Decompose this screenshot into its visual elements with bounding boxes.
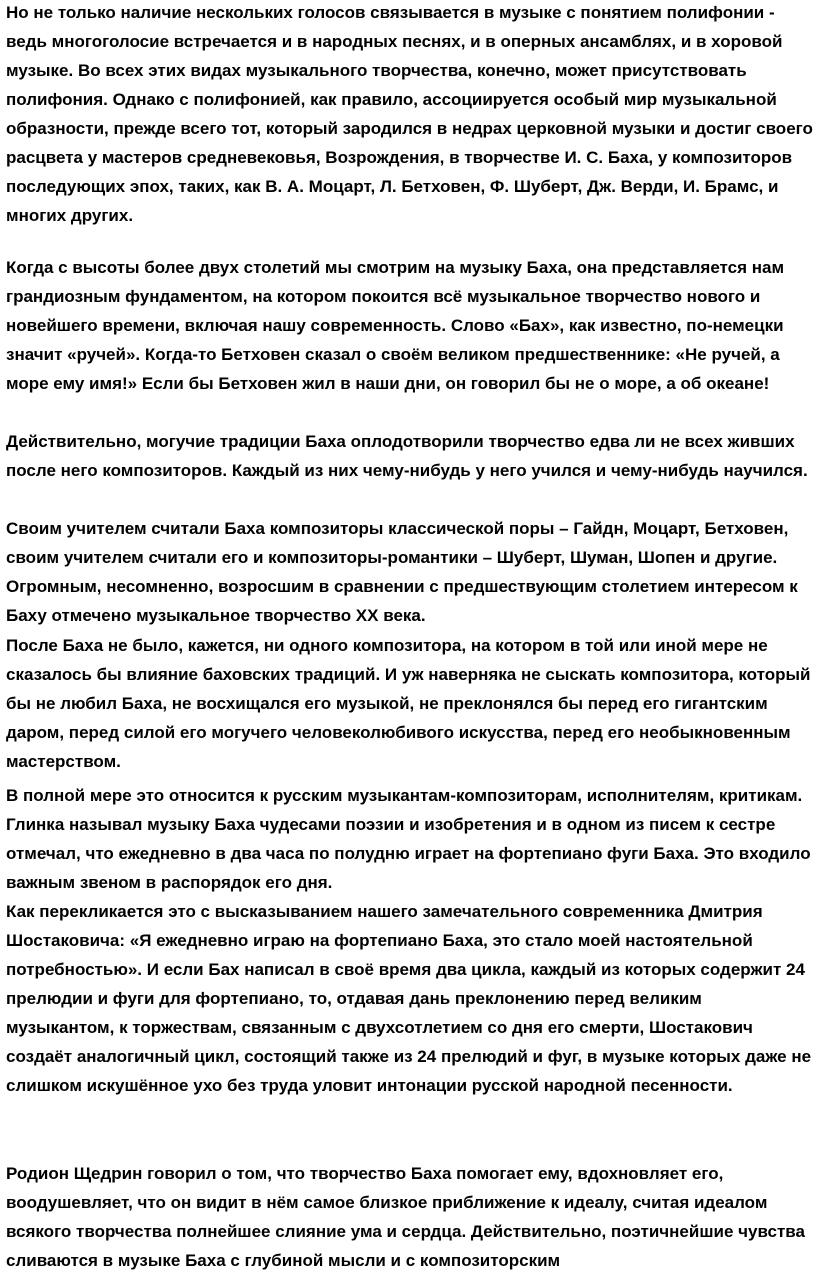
paragraph-shostakovich: Как перекликается это с высказыванием нашего замечательного современника Дмитрия Шостаковича: «Я ежедневно играю на фортепиано Баха, это стало моей настоятельной потребностью». И если Бах написал в своё время два цикла, каждый из которых содержит 24 прелюдии и фуги для фортепиано, то, отдавая дань преклонению перед великим музыкантом, к торжествам, связанным с двухсотлетием со дня его смерти, Шостакович создаёт аналогичный цикл, состоящий также из 24 прелюдий и фуг, в музыке которых даже не слишком искушённое ухо без труда уловит интонации русской народной песенности. <box>6 902 812 1095</box>
paragraph-russian-musicians: В полной мере это относится к русским музыкантам-композиторам, исполнителям, критикам. Глинка называл музыку Баха чудесами поэзии и изобретения и в одном из писем к сестре отмечал, что ежедневно в два часа по полудню играет на фортепиано фуги Баха. Это входило важным звеном в распорядок его дня. <box>6 786 811 892</box>
paragraph-bach-traditions: Действительно, могучие традиции Баха оплодотворили творчество едва ли не всех живших после него композиторов. Каждый из них чему-нибудь у него учился и чему-нибудь научился. <box>6 432 808 480</box>
paragraph-bach-teacher: Своим учителем считали Баха композиторы классической поры – Гайдн, Моцарт, Бетховен, своим учителем считали его и композиторы-романтики – Шуберт, Шуман, Шопен и другие. Огромным, несомненно, возросшим в сравнении с предшествующим столетием интересом к Баху отмечено музыкальное творчество XX века. <box>6 519 798 625</box>
paragraph-shchedrin: Родион Щедрин говорил о том, что творчество Баха помогает ему, вдохновляет его, воодушевляет, что он видит в нём самое близкое приближение к идеалу, считая идеалом всякого творчества полнейшее слияние ума и сердца. Действительно, поэтичнейшие чувства сливаются в музыке Баха с глубиной мысли и с композиторским <box>6 1164 805 1270</box>
paragraph-bach-influence: После Баха не было, кажется, ни одного композитора, на котором в той или иной мере не сказалось бы влияние баховских традиций. И уж наверняка не сыскать композитора, который бы не любил Баха, не восхищался его музыкой, не преклонялся бы перед его гигантским даром, перед силой его могучего человеколюбивого искусства, перед его необыкновенным мастерством. <box>6 636 811 771</box>
paragraph-bach-foundation: Когда с высоты более двух столетий мы смотрим на музыку Баха, она представляется нам грандиозным фундаментом, на котором покоится всё музыкальное творчество нового и новейшего времени, включая нашу современность. Слово «Бах», как известно, по-немецки значит «ручей». Когда-то Бетховен сказал о своём великом предшественнике: «Не ручей, а море ему имя!» Если бы Бетховен жил в наши дни, он говорил бы не о море, а об океане! <box>6 258 785 393</box>
paragraph-polyphony-intro: Но не только наличие нескольких голосов связывается в музыке с понятием полифонии - ведь многоголосие встречается и в народных песнях, и в оперных ансамблях, и в хоровой музыке. Во всех этих видах музыкального творчества, конечно, может присутствовать полифония. Однако с полифонией, как правило, ассоциируется особый мир музыкальной образности, прежде всего тот, который зародился в недрах церковной музыки и достиг своего расцвета у мастеров средневековья, Возрождения, в творчестве И. С. Баха, у композиторов последующих эпох, таких, как В. А. Моцарт, Л. Бетховен, Ф. Шуберт, Дж. Верди, И. Брамс, и многих других. <box>6 3 813 225</box>
